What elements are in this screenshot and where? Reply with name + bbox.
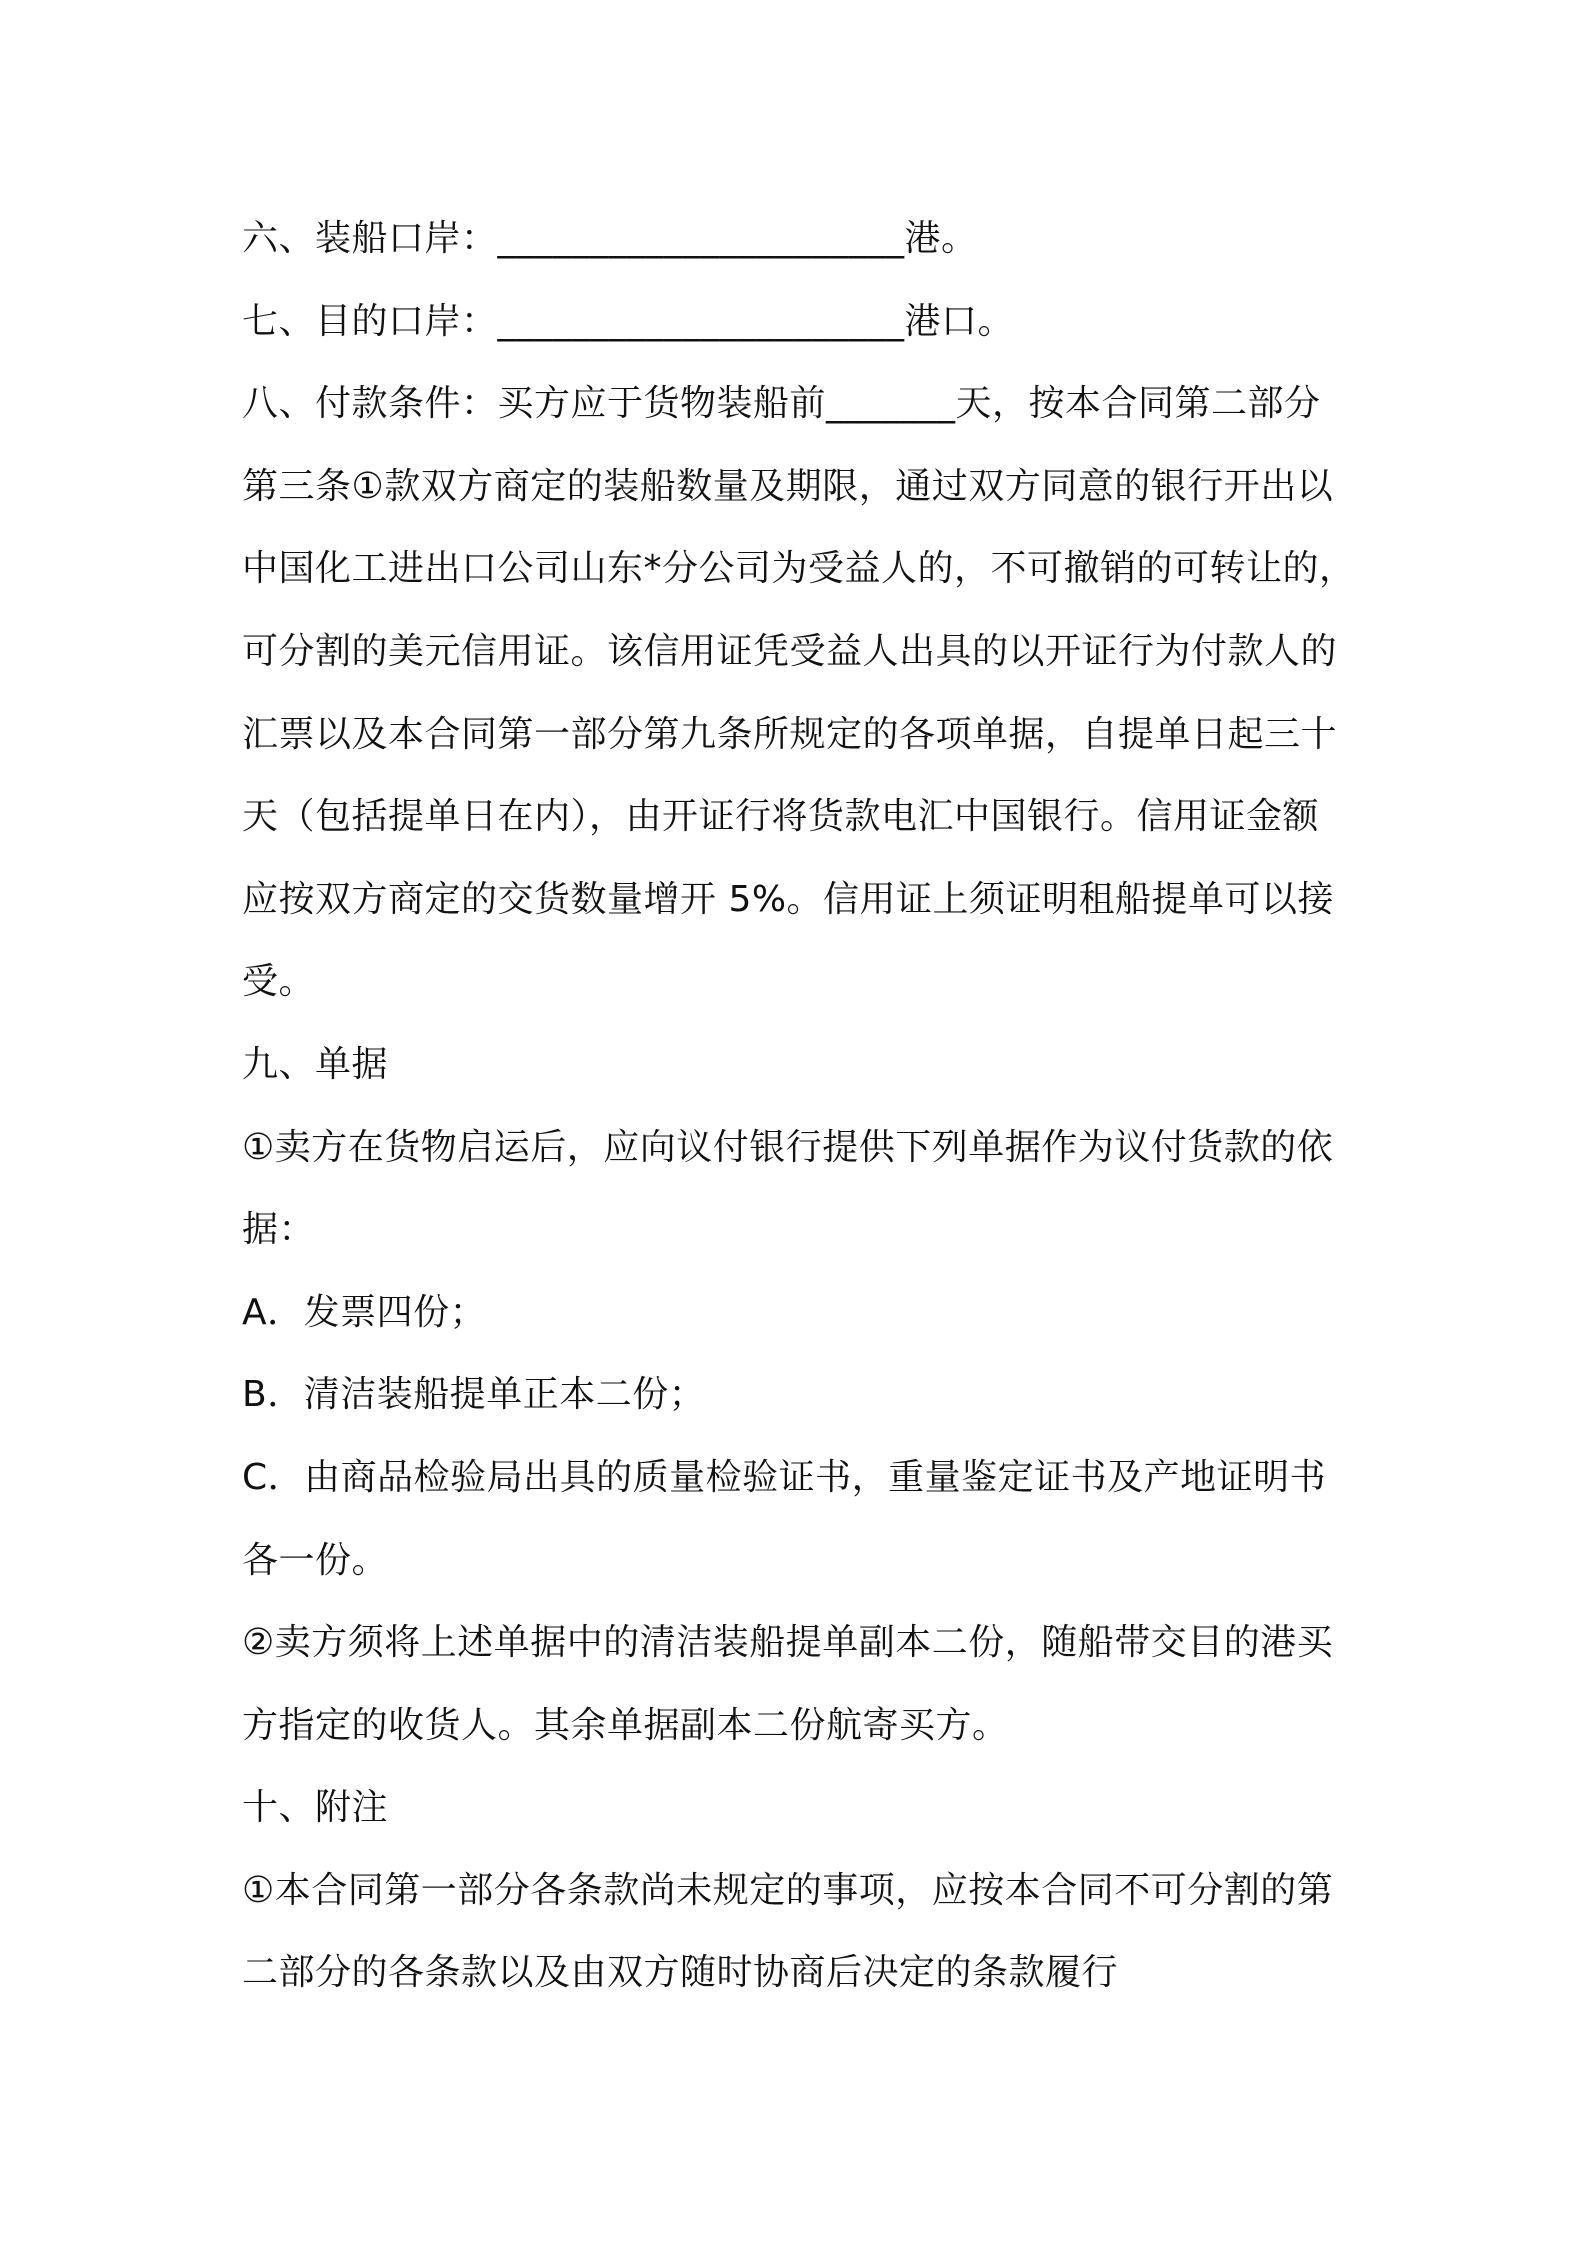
section-heading-notes: 十、附注 bbox=[242, 1787, 389, 1829]
clause-payment-terms-line-4: 可分割的美元信用证。该信用证凭受益人出具的以开证行为付款人的 bbox=[242, 630, 1338, 672]
clause-destination-port: 七、目的口岸：______________________港口。 bbox=[242, 300, 1015, 342]
documents-subitem-c-line-1: C．由商品检验局出具的质量检验证书，重量鉴定证书及产地证明书 bbox=[242, 1456, 1327, 1498]
document-body bbox=[242, 198, 1362, 2015]
clause-payment-terms-line-2: 第三条①款双方商定的装船数量及期限，通过双方同意的银行开出以 bbox=[242, 465, 1334, 507]
notes-item-1-line-2: 二部分的各条款以及由双方随时协商后决定的条款履行 bbox=[242, 1952, 1119, 1994]
documents-item-1-line-2: 据： bbox=[242, 1209, 316, 1251]
clause-payment-terms-line-5: 汇票以及本合同第一部分第九条所规定的各项单据，自提单日起三十 bbox=[242, 713, 1338, 755]
clause-payment-terms-line-1: 八、付款条件：买方应于货物装船前_______天，按本合同第二部分 bbox=[242, 383, 1321, 425]
clause-payment-terms-line-3: 中国化工进出口公司山东*分公司为受益人的，不可撤销的可转让的， bbox=[242, 548, 1356, 590]
documents-item-2-line-2: 方指定的收货人。其余单据副本二份航寄买方。 bbox=[242, 1704, 1009, 1746]
documents-subitem-a: A．发票四份； bbox=[242, 1291, 487, 1333]
clause-payment-terms-line-8: 受。 bbox=[242, 961, 316, 1003]
documents-item-2-line-1: ②卖方须将上述单据中的清洁装船提单副本二份，随船带交目的港买 bbox=[242, 1622, 1334, 1664]
section-heading-documents: 九、单据 bbox=[242, 1043, 389, 1085]
clause-loading-port: 六、装船口岸：______________________港。 bbox=[242, 218, 978, 259]
clause-payment-terms-line-6: 天（包括提单日在内），由开证行将货款电汇中国银行。信用证金额 bbox=[242, 796, 1320, 838]
documents-item-1-line-1: ①卖方在货物启运后，应向议付银行提供下列单据作为议付货款的依 bbox=[242, 1126, 1334, 1168]
documents-subitem-c-line-2: 各一份。 bbox=[242, 1539, 389, 1581]
notes-item-1-line-1: ①本合同第一部分各条款尚未规定的事项，应按本合同不可分割的第 bbox=[242, 1869, 1334, 1911]
documents-subitem-b: B．清洁装船提单正本二份； bbox=[242, 1374, 706, 1416]
clause-payment-terms-line-7: 应按双方商定的交货数量增开 5%。信用证上须证明租船提单可以接 bbox=[242, 878, 1335, 920]
